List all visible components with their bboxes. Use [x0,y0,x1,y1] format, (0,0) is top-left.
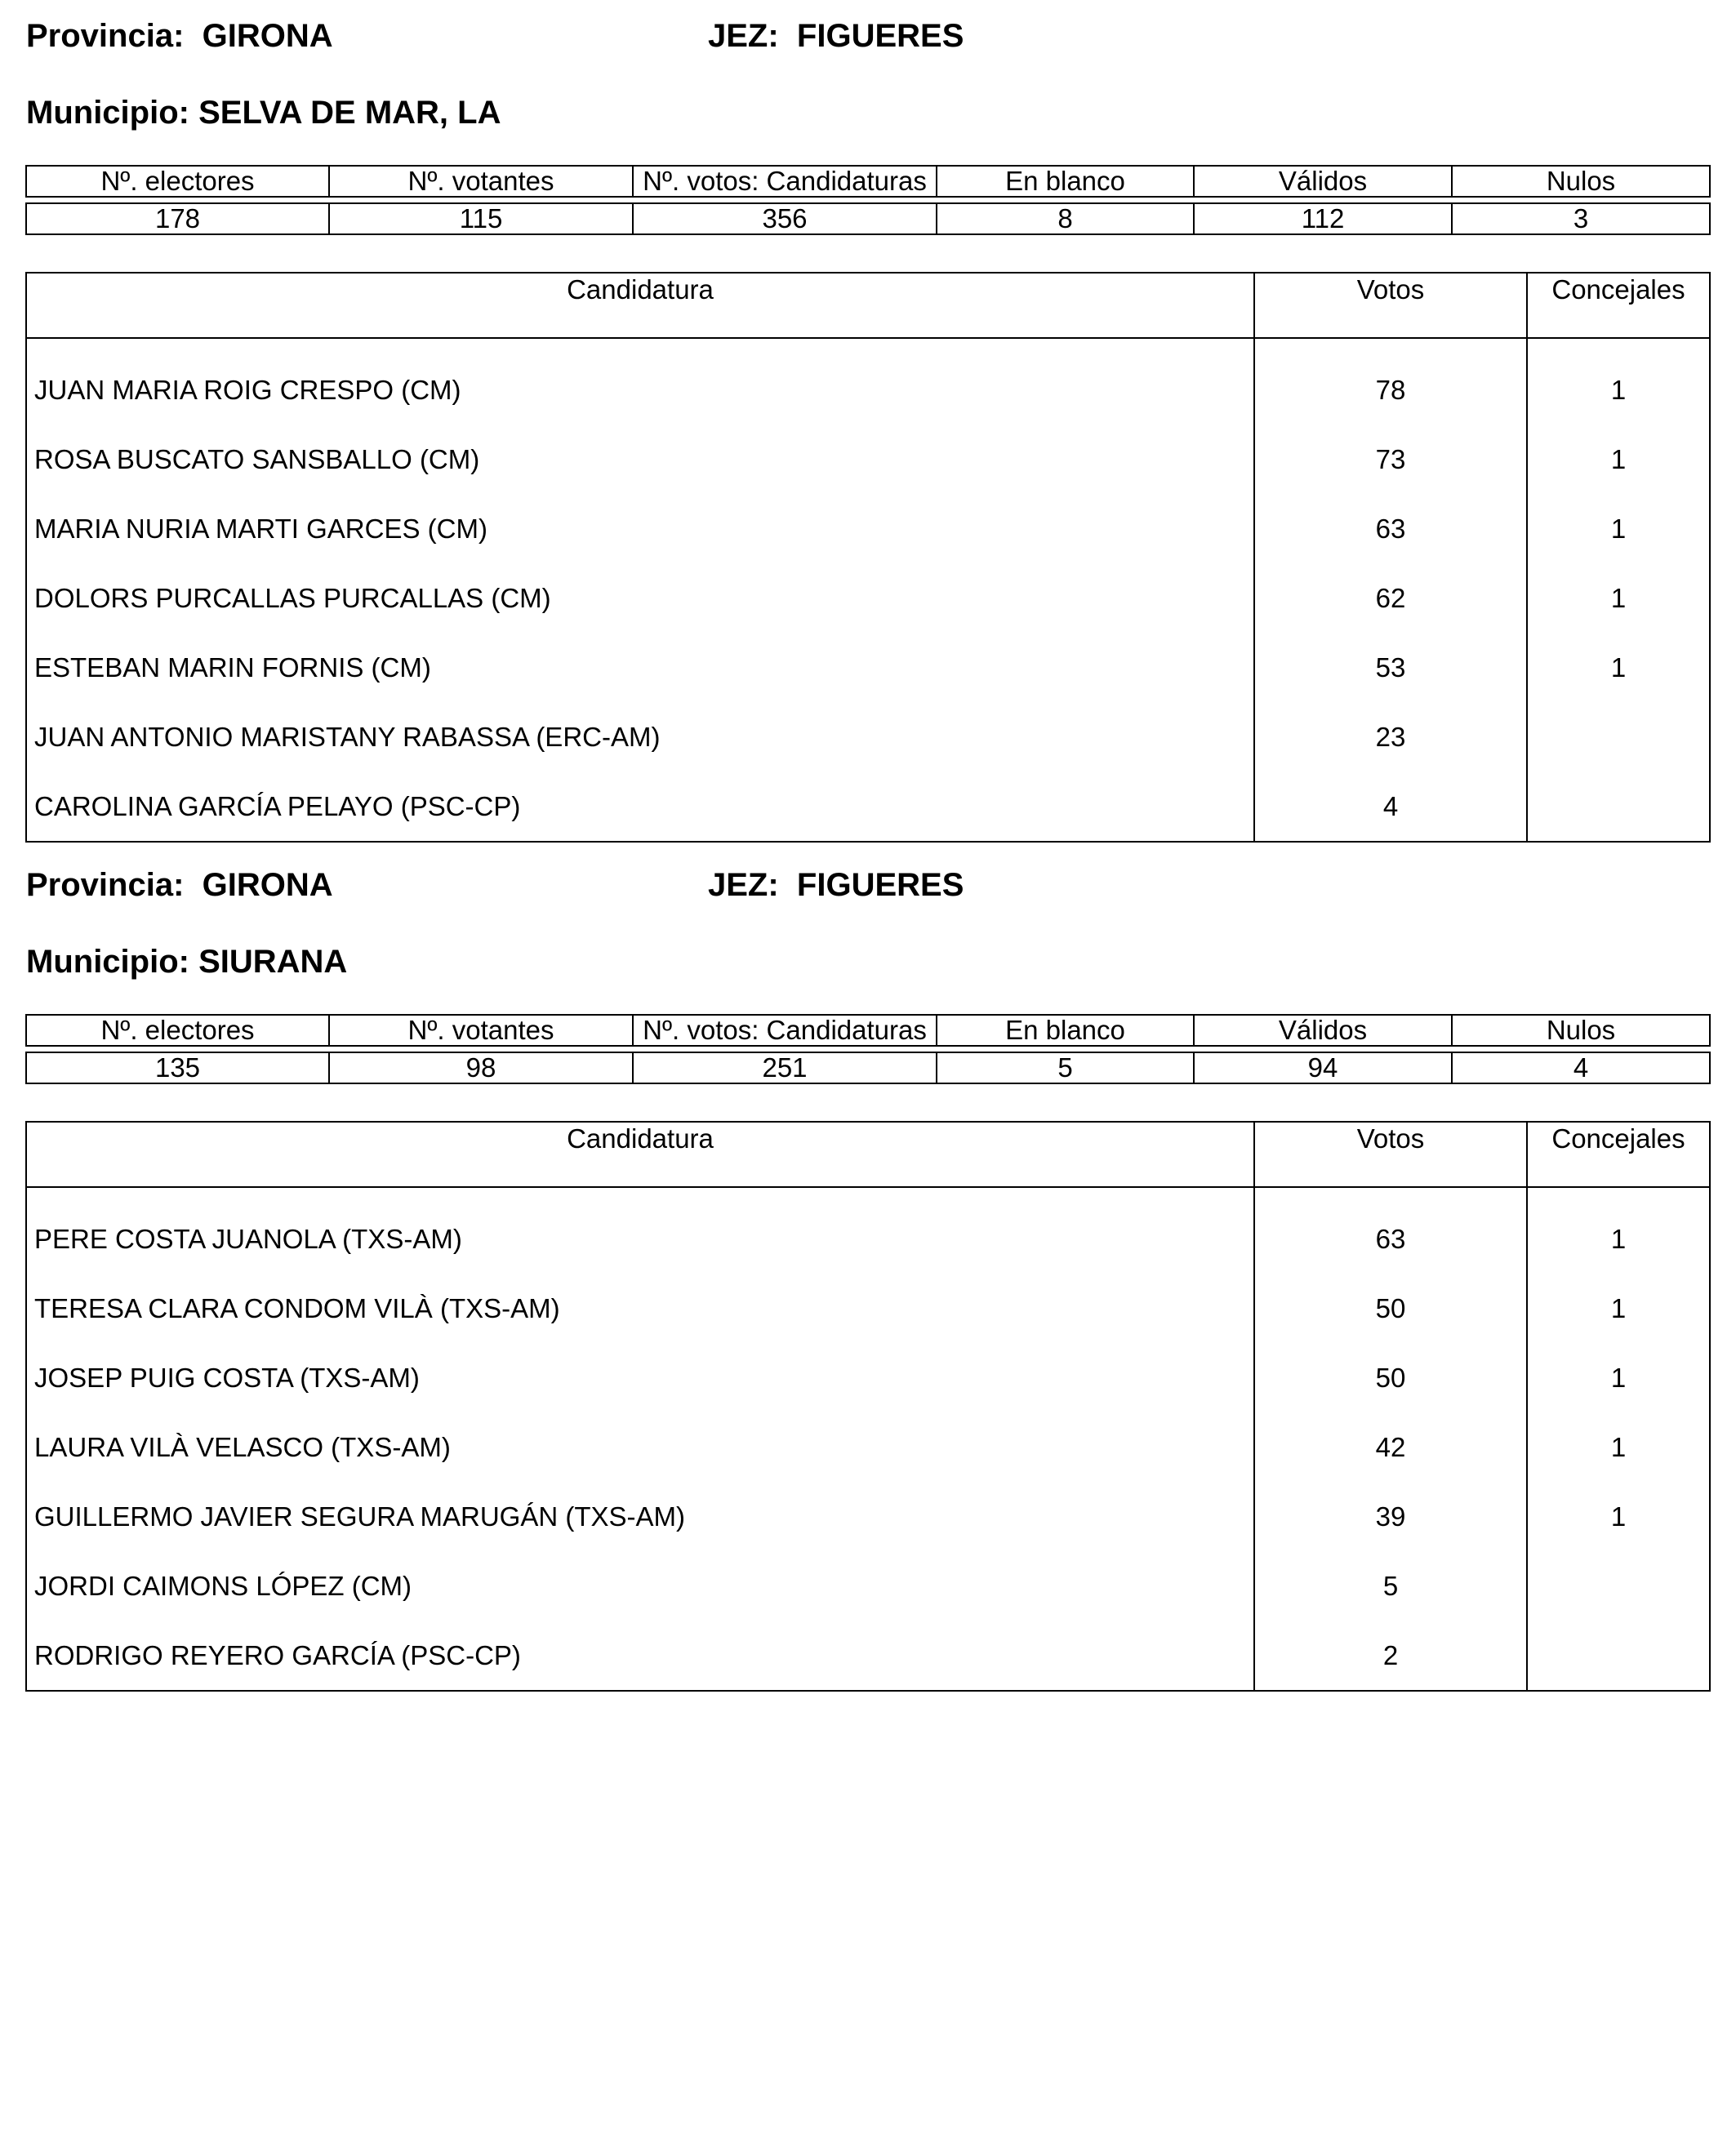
candidate-name: PERE COSTA JUANOLA (TXS-AM) [26,1204,1254,1274]
candidate-name: JUAN ANTONIO MARISTANY RABASSA (ERC-AM) [26,702,1254,772]
table-row [26,1274,1710,1343]
stats-header-votos-candidaturas: Nº. votos: Candidaturas [633,1015,937,1046]
candidatura-header: Candidatura [26,273,1254,338]
jez-heading [708,16,964,56]
candidate-name: JORDI CAIMONS LÓPEZ (CM) [26,1551,1254,1621]
stats-header-votantes: Nº. votantes [329,1015,633,1046]
stats-value-en-blanco: 8 [937,203,1194,234]
candidate-concejales: 1 [1527,563,1710,633]
candidate-votes: 39 [1254,1482,1527,1551]
stats-value-votos-candidaturas: 251 [633,1052,937,1083]
candidates-header-row [26,1122,1710,1187]
candidate-name: GUILLERMO JAVIER SEGURA MARUGÁN (TXS-AM) [26,1482,1254,1551]
candidate-name: RODRIGO REYERO GARCÍA (PSC-CP) [26,1621,1254,1691]
table-row [26,1482,1710,1551]
stats-header-electores: Nº. electores [26,166,329,197]
candidate-votes: 23 [1254,702,1527,772]
candidate-votes: 42 [1254,1412,1527,1482]
stats-value-en-blanco: 5 [937,1052,1194,1083]
stats-value-validos: 112 [1194,203,1452,234]
municipio-value: SELVA DE MAR, LA [198,95,501,131]
candidate-votes: 50 [1254,1274,1527,1343]
candidate-name: ESTEBAN MARIN FORNIS (CM) [26,633,1254,702]
candidate-concejales: 1 [1527,1343,1710,1412]
candidate-concejales: 1 [1527,1274,1710,1343]
table-row [26,355,1710,425]
candidates-header-row [26,273,1710,338]
stats-header-nulos: Nulos [1452,166,1710,197]
candidate-concejales: 1 [1527,494,1710,563]
municipio-label: Municipio: [26,944,189,980]
stats-header-electores: Nº. electores [26,1015,329,1046]
candidate-name: DOLORS PURCALLAS PURCALLAS (CM) [26,563,1254,633]
candidate-concejales [1527,772,1710,842]
candidate-name: TERESA CLARA CONDOM VILÀ (TXS-AM) [26,1274,1254,1343]
table-spacer [26,338,1710,355]
candidate-votes: 2 [1254,1621,1527,1691]
stats-header-en-blanco: En blanco [937,166,1194,197]
candidate-concejales: 1 [1527,425,1710,494]
provincia-heading [26,16,333,56]
candidate-name: ROSA BUSCATO SANSBALLO (CM) [26,425,1254,494]
table-row [26,1412,1710,1482]
candidate-votes: 78 [1254,355,1527,425]
table-row [26,425,1710,494]
jez-label: JEZ: [708,18,779,54]
candidatura-header: Candidatura [26,1122,1254,1187]
candidates-table [25,1121,1711,1692]
stats-value-votos-candidaturas: 356 [633,203,937,234]
stats-gap-row [26,1046,1710,1052]
candidate-concejales: 1 [1527,355,1710,425]
stats-value-electores: 135 [26,1052,329,1083]
stats-gap-row [26,197,1710,203]
stats-value-votantes: 115 [329,203,633,234]
candidate-concejales [1527,702,1710,772]
stats-header-row [26,1015,1710,1046]
candidate-name: MARIA NURIA MARTI GARCES (CM) [26,494,1254,563]
stats-header-nulos: Nulos [1452,1015,1710,1046]
jez-label: JEZ: [708,867,779,903]
candidate-votes: 63 [1254,494,1527,563]
stats-header-votantes: Nº. votantes [329,166,633,197]
table-row [26,563,1710,633]
jez-heading [708,865,964,905]
candidate-votes: 4 [1254,772,1527,842]
table-row [26,1343,1710,1412]
candidate-votes: 5 [1254,1551,1527,1621]
table-spacer [26,1187,1710,1204]
candidate-name: JUAN MARIA ROIG CRESPO (CM) [26,355,1254,425]
stats-header-row [26,166,1710,197]
provincia-label: Provincia: [26,18,185,54]
provincia-value: GIRONA [202,867,333,903]
provincia-value: GIRONA [202,18,333,54]
candidate-name: LAURA VILÀ VELASCO (TXS-AM) [26,1412,1254,1482]
stats-value-row [26,1052,1710,1083]
municipio-label: Municipio: [26,95,189,131]
stats-header-validos: Válidos [1194,1015,1452,1046]
concejales-header: Concejales [1527,273,1710,338]
stats-value-nulos: 4 [1452,1052,1710,1083]
candidate-votes: 73 [1254,425,1527,494]
table-row [26,494,1710,563]
concejales-header: Concejales [1527,1122,1710,1187]
candidate-concejales: 1 [1527,1482,1710,1551]
municipio-heading [26,93,501,132]
stats-header-validos: Válidos [1194,166,1452,197]
candidate-concejales [1527,1551,1710,1621]
candidate-concejales [1527,1621,1710,1691]
provincia-label: Provincia: [26,867,185,903]
table-row [26,702,1710,772]
candidate-votes: 62 [1254,563,1527,633]
candidate-name: CAROLINA GARCÍA PELAYO (PSC-CP) [26,772,1254,842]
votos-header: Votos [1254,1122,1527,1187]
candidates-table [25,272,1711,843]
candidate-votes: 50 [1254,1343,1527,1412]
candidate-concejales: 1 [1527,1204,1710,1274]
stats-value-nulos: 3 [1452,203,1710,234]
provincia-heading [26,865,333,905]
stats-table [25,1014,1711,1084]
table-row [26,1621,1710,1691]
candidate-votes: 63 [1254,1204,1527,1274]
stats-value-votantes: 98 [329,1052,633,1083]
stats-value-row [26,203,1710,234]
votos-header: Votos [1254,273,1527,338]
table-row [26,1551,1710,1621]
municipio-value: SIURANA [198,944,348,980]
candidate-concejales: 1 [1527,633,1710,702]
candidate-votes: 53 [1254,633,1527,702]
stats-value-validos: 94 [1194,1052,1452,1083]
candidate-concejales: 1 [1527,1412,1710,1482]
candidate-name: JOSEP PUIG COSTA (TXS-AM) [26,1343,1254,1412]
stats-header-votos-candidaturas: Nº. votos: Candidaturas [633,166,937,197]
stats-table [25,165,1711,235]
table-row [26,1204,1710,1274]
table-row [26,633,1710,702]
table-row [26,772,1710,842]
jez-value: FIGUERES [796,867,964,903]
stats-header-en-blanco: En blanco [937,1015,1194,1046]
jez-value: FIGUERES [796,18,964,54]
stats-value-electores: 178 [26,203,329,234]
municipio-heading [26,942,347,981]
